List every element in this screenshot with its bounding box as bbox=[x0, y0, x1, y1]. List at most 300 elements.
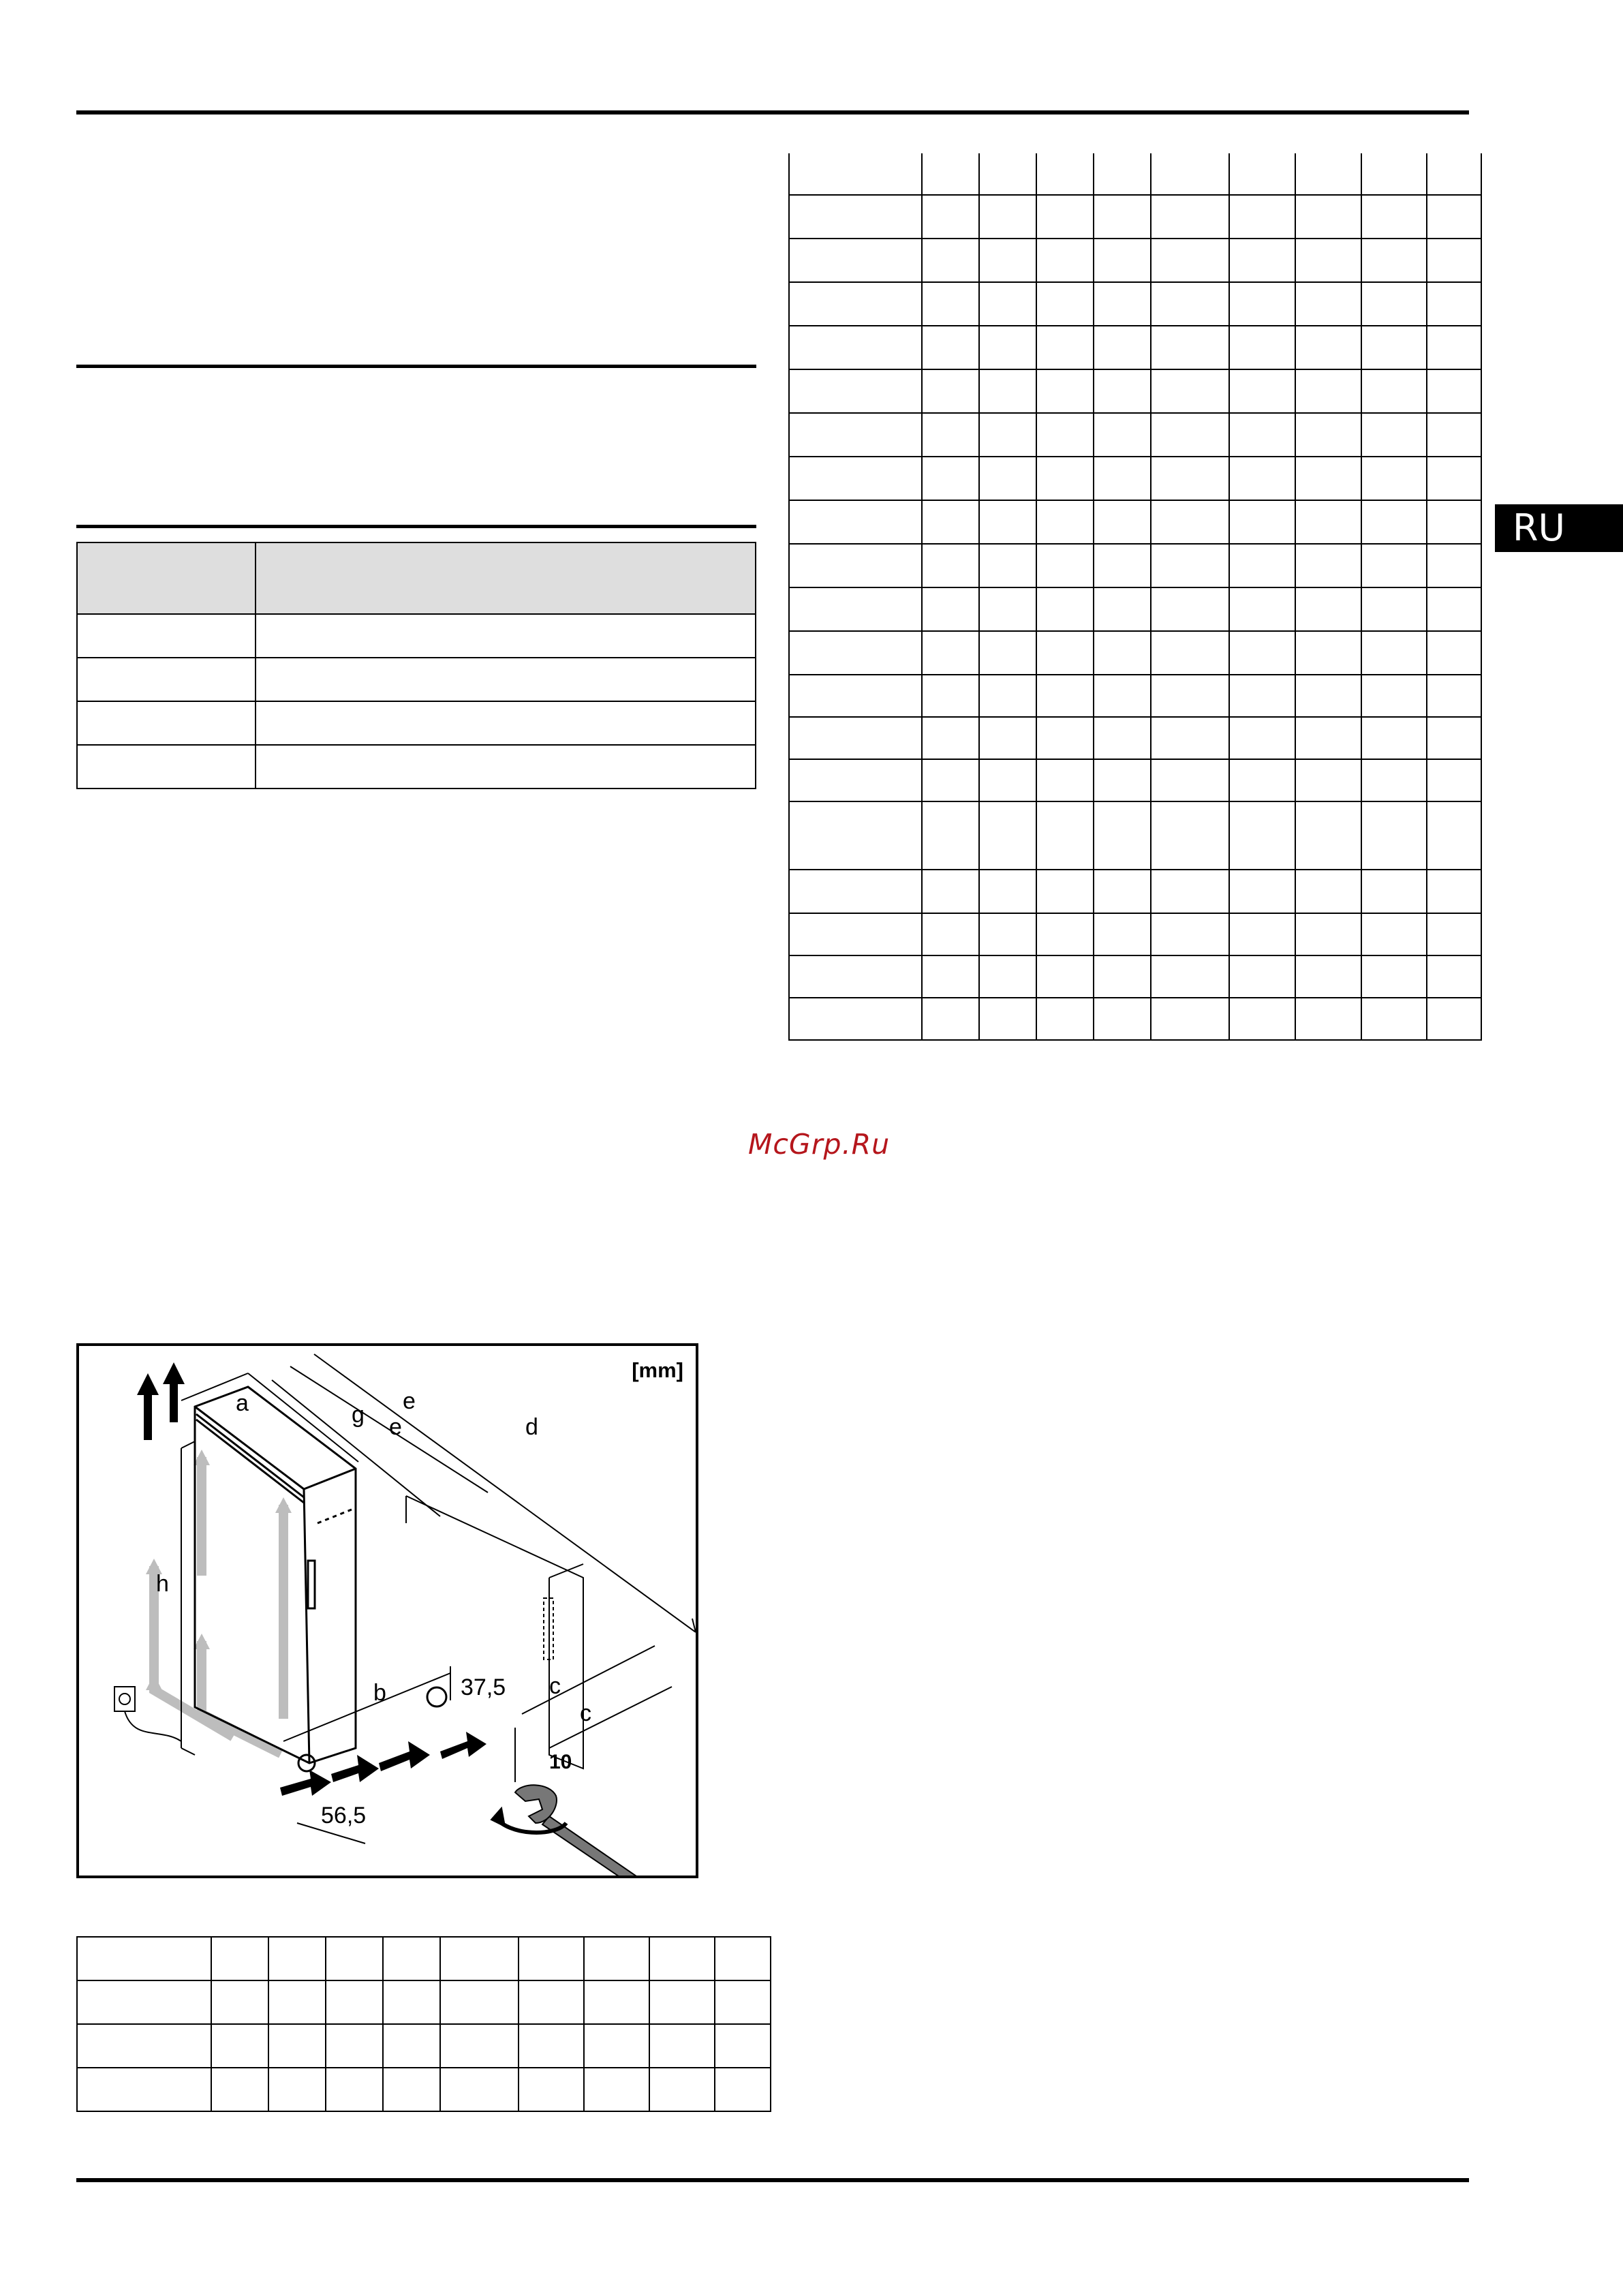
table-cell bbox=[211, 2068, 268, 2111]
table-cell bbox=[1229, 369, 1295, 413]
table-cell bbox=[77, 701, 256, 745]
table-row bbox=[789, 913, 1481, 955]
table-cell bbox=[1151, 369, 1229, 413]
table-cell bbox=[789, 587, 922, 631]
dimension-lines bbox=[181, 1354, 696, 1843]
table-cell bbox=[1036, 413, 1094, 457]
table-cell bbox=[1427, 870, 1481, 913]
table-cell bbox=[1036, 631, 1094, 675]
table-cell bbox=[922, 195, 979, 239]
spec-table-header-cell bbox=[77, 542, 256, 614]
table-cell bbox=[1229, 500, 1295, 544]
table-row bbox=[77, 745, 756, 789]
table-row bbox=[789, 195, 1481, 239]
table-cell bbox=[1361, 759, 1427, 801]
table-cell bbox=[922, 544, 979, 587]
table-cell bbox=[979, 326, 1036, 369]
intake-arrows bbox=[280, 1732, 486, 1796]
table-cell bbox=[1094, 369, 1151, 413]
table-cell bbox=[1094, 587, 1151, 631]
table-cell bbox=[256, 658, 756, 701]
table-cell bbox=[1151, 955, 1229, 998]
table-cell bbox=[1361, 913, 1427, 955]
table-cell bbox=[77, 658, 256, 701]
table-cell bbox=[584, 2024, 649, 2068]
label-clearance-top: 37,5 bbox=[461, 1674, 506, 1700]
table-row bbox=[789, 369, 1481, 413]
table-row bbox=[77, 658, 756, 701]
table-cell bbox=[1036, 801, 1094, 870]
appliance-body bbox=[195, 1387, 446, 1771]
label-c-lower: c bbox=[580, 1700, 591, 1726]
table-cell bbox=[1229, 913, 1295, 955]
table-cell bbox=[979, 870, 1036, 913]
label-wrench-size: 10 bbox=[549, 1751, 572, 1773]
table-cell bbox=[1295, 801, 1361, 870]
table-cell bbox=[1295, 955, 1361, 998]
table-row bbox=[789, 153, 1481, 195]
table-cell bbox=[649, 1980, 715, 2024]
table-cell bbox=[979, 955, 1036, 998]
spec-table-header-cell bbox=[256, 542, 756, 614]
table-cell bbox=[1036, 544, 1094, 587]
spec-table-header-row bbox=[77, 542, 756, 614]
table-row bbox=[789, 870, 1481, 913]
table-cell bbox=[922, 326, 979, 369]
table-cell bbox=[77, 1937, 211, 1980]
table-cell bbox=[1094, 413, 1151, 457]
table-cell bbox=[1295, 500, 1361, 544]
installation-diagram bbox=[79, 1346, 696, 1876]
language-badge: RU bbox=[1495, 504, 1623, 552]
table-cell bbox=[1036, 870, 1094, 913]
table-cell bbox=[1094, 195, 1151, 239]
table-cell bbox=[1295, 998, 1361, 1040]
table-cell bbox=[979, 801, 1036, 870]
table-cell bbox=[256, 701, 756, 745]
table-cell bbox=[1036, 239, 1094, 282]
table-cell bbox=[979, 759, 1036, 801]
table-row bbox=[789, 631, 1481, 675]
table-cell bbox=[1361, 195, 1427, 239]
table-cell bbox=[326, 1980, 383, 2024]
table-cell bbox=[383, 1980, 440, 2024]
table-cell bbox=[1295, 913, 1361, 955]
table-cell bbox=[1361, 282, 1427, 326]
table-cell bbox=[1427, 913, 1481, 955]
table-cell bbox=[1361, 998, 1427, 1040]
table-row bbox=[789, 457, 1481, 500]
table-cell bbox=[1427, 282, 1481, 326]
table-cell bbox=[922, 717, 979, 759]
table-cell bbox=[1151, 717, 1229, 759]
table-cell bbox=[1151, 913, 1229, 955]
table-cell bbox=[1229, 544, 1295, 587]
table-cell bbox=[1361, 801, 1427, 870]
table-cell bbox=[1427, 153, 1481, 195]
table-cell bbox=[922, 413, 979, 457]
table-cell bbox=[1094, 500, 1151, 544]
label-e-inner: e bbox=[389, 1414, 402, 1440]
table-cell bbox=[789, 998, 922, 1040]
table-cell bbox=[1151, 544, 1229, 587]
table-cell bbox=[1151, 195, 1229, 239]
table-cell bbox=[789, 153, 922, 195]
dimensions-table-right bbox=[788, 153, 1482, 1041]
table-cell bbox=[1151, 675, 1229, 717]
table-cell bbox=[1094, 870, 1151, 913]
table-row bbox=[77, 2068, 771, 2111]
table-cell bbox=[211, 2024, 268, 2068]
table-cell bbox=[979, 631, 1036, 675]
table-cell bbox=[1427, 998, 1481, 1040]
label-e-outer: e bbox=[403, 1388, 416, 1414]
table-cell bbox=[1427, 239, 1481, 282]
table-cell bbox=[77, 2068, 211, 2111]
table-cell bbox=[1361, 500, 1427, 544]
label-g: g bbox=[352, 1402, 365, 1428]
table-cell bbox=[1151, 870, 1229, 913]
table-cell bbox=[789, 239, 922, 282]
table-cell bbox=[789, 675, 922, 717]
table-cell bbox=[789, 195, 922, 239]
table-cell bbox=[1036, 326, 1094, 369]
table-cell bbox=[440, 2024, 519, 2068]
installation-figure bbox=[76, 1343, 698, 1878]
table-cell bbox=[789, 913, 922, 955]
table-cell bbox=[1295, 195, 1361, 239]
spec-table bbox=[76, 542, 756, 789]
table-cell bbox=[1094, 998, 1151, 1040]
table-row bbox=[77, 1980, 771, 2024]
table-cell bbox=[1151, 457, 1229, 500]
table-cell bbox=[268, 1980, 326, 2024]
table-cell bbox=[1094, 631, 1151, 675]
table-cell bbox=[1094, 326, 1151, 369]
table-cell bbox=[1094, 801, 1151, 870]
table-cell bbox=[922, 801, 979, 870]
table-cell bbox=[1229, 239, 1295, 282]
table-cell bbox=[326, 2068, 383, 2111]
table-cell bbox=[1229, 717, 1295, 759]
wrench-tool bbox=[491, 1728, 658, 1876]
table-cell bbox=[1151, 587, 1229, 631]
table-cell bbox=[1427, 801, 1481, 870]
table-cell bbox=[1361, 544, 1427, 587]
table-cell bbox=[268, 2024, 326, 2068]
table-cell bbox=[715, 2024, 771, 2068]
table-cell bbox=[1151, 500, 1229, 544]
table-row bbox=[789, 282, 1481, 326]
table-cell bbox=[1427, 631, 1481, 675]
table-cell bbox=[519, 2024, 584, 2068]
table-cell bbox=[1229, 587, 1295, 631]
table-cell bbox=[922, 675, 979, 717]
table-row bbox=[789, 413, 1481, 457]
table-row bbox=[789, 998, 1481, 1040]
table-cell bbox=[979, 675, 1036, 717]
table-cell bbox=[1229, 326, 1295, 369]
table-cell bbox=[922, 587, 979, 631]
table-cell bbox=[1295, 587, 1361, 631]
table-cell bbox=[1295, 870, 1361, 913]
table-row bbox=[77, 1937, 771, 1980]
table-cell bbox=[383, 2024, 440, 2068]
table-cell bbox=[1094, 282, 1151, 326]
label-a: a bbox=[236, 1390, 249, 1416]
adjacent-panel bbox=[406, 1496, 583, 1769]
table-cell bbox=[922, 153, 979, 195]
table-cell bbox=[789, 326, 922, 369]
table-cell bbox=[649, 2024, 715, 2068]
table-cell bbox=[1036, 457, 1094, 500]
header-rule bbox=[76, 110, 1469, 114]
table-cell bbox=[1036, 759, 1094, 801]
table-row bbox=[789, 500, 1481, 544]
table-cell bbox=[584, 1937, 649, 1980]
table-cell bbox=[1229, 801, 1295, 870]
table-cell bbox=[1094, 675, 1151, 717]
table-cell bbox=[789, 369, 922, 413]
label-c-upper: c bbox=[549, 1673, 561, 1699]
table-cell bbox=[1229, 870, 1295, 913]
table-cell bbox=[1427, 195, 1481, 239]
label-b: b bbox=[373, 1680, 386, 1706]
table-cell bbox=[1151, 631, 1229, 675]
table-cell bbox=[979, 153, 1036, 195]
table-cell bbox=[1094, 955, 1151, 998]
table-row bbox=[789, 544, 1481, 587]
table-cell bbox=[979, 500, 1036, 544]
table-row bbox=[789, 326, 1481, 369]
table-cell bbox=[715, 2068, 771, 2111]
table-cell bbox=[922, 500, 979, 544]
table-cell bbox=[715, 1937, 771, 1980]
table-cell bbox=[1151, 326, 1229, 369]
label-h: h bbox=[156, 1571, 169, 1597]
table-cell bbox=[1295, 675, 1361, 717]
table-cell bbox=[326, 1937, 383, 1980]
table-row bbox=[789, 675, 1481, 717]
table-cell bbox=[922, 282, 979, 326]
table-cell bbox=[256, 745, 756, 789]
table-cell bbox=[1036, 282, 1094, 326]
table-row bbox=[77, 614, 756, 658]
table-cell bbox=[1094, 913, 1151, 955]
table-cell bbox=[922, 870, 979, 913]
table-cell bbox=[440, 1980, 519, 2024]
table-cell bbox=[1229, 282, 1295, 326]
table-cell bbox=[77, 614, 256, 658]
airflow-arrowheads bbox=[146, 1450, 292, 1690]
table-cell bbox=[1295, 717, 1361, 759]
table-cell bbox=[519, 1980, 584, 2024]
table-cell bbox=[1361, 153, 1427, 195]
table-cell bbox=[1229, 195, 1295, 239]
table-cell bbox=[584, 1980, 649, 2024]
table-cell bbox=[1427, 717, 1481, 759]
table-cell bbox=[268, 1937, 326, 1980]
table-cell bbox=[1036, 369, 1094, 413]
table-cell bbox=[789, 631, 922, 675]
table-cell bbox=[979, 587, 1036, 631]
unit-label: [mm] bbox=[632, 1358, 683, 1382]
dimension-labels bbox=[156, 1388, 591, 1828]
table-cell bbox=[649, 2068, 715, 2111]
table-cell bbox=[1036, 587, 1094, 631]
table-cell bbox=[979, 913, 1036, 955]
table-cell bbox=[1361, 457, 1427, 500]
table-cell bbox=[715, 1980, 771, 2024]
table-cell bbox=[1427, 955, 1481, 998]
table-cell bbox=[789, 413, 922, 457]
exhaust-arrows bbox=[137, 1362, 185, 1440]
table-row bbox=[789, 587, 1481, 631]
table-cell bbox=[1094, 153, 1151, 195]
table-cell bbox=[519, 2068, 584, 2111]
table-cell bbox=[979, 544, 1036, 587]
table-cell bbox=[979, 239, 1036, 282]
table-cell bbox=[922, 955, 979, 998]
table-cell bbox=[1361, 369, 1427, 413]
table-row bbox=[77, 2024, 771, 2068]
table-cell bbox=[649, 1937, 715, 1980]
table-cell bbox=[1094, 239, 1151, 282]
table-cell bbox=[440, 2068, 519, 2111]
table-cell bbox=[1427, 587, 1481, 631]
table-cell bbox=[77, 1980, 211, 2024]
table-cell bbox=[1427, 413, 1481, 457]
table-cell bbox=[1295, 413, 1361, 457]
table-cell bbox=[1094, 457, 1151, 500]
section-rule-1 bbox=[76, 365, 756, 368]
table-cell bbox=[1036, 913, 1094, 955]
table-cell bbox=[1094, 759, 1151, 801]
table-cell bbox=[326, 2024, 383, 2068]
table-cell bbox=[1036, 500, 1094, 544]
table-cell bbox=[1229, 955, 1295, 998]
table-cell bbox=[1361, 631, 1427, 675]
table-cell bbox=[979, 717, 1036, 759]
table-cell bbox=[979, 998, 1036, 1040]
airflow-path bbox=[154, 1462, 283, 1751]
table-cell bbox=[789, 955, 922, 998]
table-cell bbox=[1036, 955, 1094, 998]
table-cell bbox=[1036, 675, 1094, 717]
table-cell bbox=[1361, 413, 1427, 457]
table-cell bbox=[789, 544, 922, 587]
table-cell bbox=[922, 631, 979, 675]
table-cell bbox=[1229, 457, 1295, 500]
table-cell bbox=[789, 500, 922, 544]
table-cell bbox=[1361, 587, 1427, 631]
table-cell bbox=[519, 1937, 584, 1980]
table-cell bbox=[789, 870, 922, 913]
table-cell bbox=[922, 369, 979, 413]
table-cell bbox=[1427, 544, 1481, 587]
table-cell bbox=[1295, 631, 1361, 675]
table-cell bbox=[1361, 326, 1427, 369]
section-rule-2 bbox=[76, 525, 756, 528]
table-cell bbox=[1036, 717, 1094, 759]
table-cell bbox=[383, 1937, 440, 1980]
table-cell bbox=[1295, 759, 1361, 801]
table-cell bbox=[979, 413, 1036, 457]
table-cell bbox=[1295, 282, 1361, 326]
table-cell bbox=[256, 614, 756, 658]
table-cell bbox=[1295, 369, 1361, 413]
table-cell bbox=[1295, 457, 1361, 500]
table-cell bbox=[1295, 326, 1361, 369]
table-cell bbox=[979, 457, 1036, 500]
table-row bbox=[789, 239, 1481, 282]
table-cell bbox=[77, 2024, 211, 2068]
table-cell bbox=[1151, 153, 1229, 195]
table-cell bbox=[1229, 631, 1295, 675]
table-cell bbox=[1151, 413, 1229, 457]
table-cell bbox=[1151, 998, 1229, 1040]
table-cell bbox=[1361, 717, 1427, 759]
table-cell bbox=[922, 759, 979, 801]
table-cell bbox=[1427, 369, 1481, 413]
table-cell bbox=[1229, 675, 1295, 717]
table-cell bbox=[1361, 955, 1427, 998]
table-cell bbox=[1151, 282, 1229, 326]
table-cell bbox=[1229, 153, 1295, 195]
table-cell bbox=[1361, 239, 1427, 282]
table-cell bbox=[1295, 239, 1361, 282]
table-cell bbox=[979, 195, 1036, 239]
dimensions-table-bottom bbox=[76, 1936, 771, 2112]
table-cell bbox=[211, 1980, 268, 2024]
table-row bbox=[789, 759, 1481, 801]
watermark-text: McGrp.Ru bbox=[748, 1128, 891, 1161]
table-cell bbox=[1036, 998, 1094, 1040]
label-clearance-side: 56,5 bbox=[321, 1803, 367, 1828]
table-cell bbox=[1229, 413, 1295, 457]
table-row bbox=[77, 701, 756, 745]
table-cell bbox=[440, 1937, 519, 1980]
table-cell bbox=[77, 745, 256, 789]
table-cell bbox=[1427, 759, 1481, 801]
table-cell bbox=[922, 239, 979, 282]
table-cell bbox=[789, 717, 922, 759]
table-cell bbox=[922, 457, 979, 500]
table-cell bbox=[789, 801, 922, 870]
table-cell bbox=[211, 1937, 268, 1980]
table-cell bbox=[789, 759, 922, 801]
table-cell bbox=[789, 457, 922, 500]
table-cell bbox=[383, 2068, 440, 2111]
table-row bbox=[789, 801, 1481, 870]
table-cell bbox=[1151, 759, 1229, 801]
table-cell bbox=[1361, 675, 1427, 717]
table-cell bbox=[1427, 326, 1481, 369]
table-cell bbox=[1151, 801, 1229, 870]
table-cell bbox=[1036, 153, 1094, 195]
table-cell bbox=[1229, 759, 1295, 801]
table-cell bbox=[1151, 239, 1229, 282]
table-cell bbox=[1094, 544, 1151, 587]
table-cell bbox=[922, 998, 979, 1040]
table-cell bbox=[922, 913, 979, 955]
table-cell bbox=[1427, 675, 1481, 717]
table-cell bbox=[979, 282, 1036, 326]
table-cell bbox=[1427, 457, 1481, 500]
table-cell bbox=[1361, 870, 1427, 913]
table-cell bbox=[584, 2068, 649, 2111]
table-cell bbox=[1036, 195, 1094, 239]
